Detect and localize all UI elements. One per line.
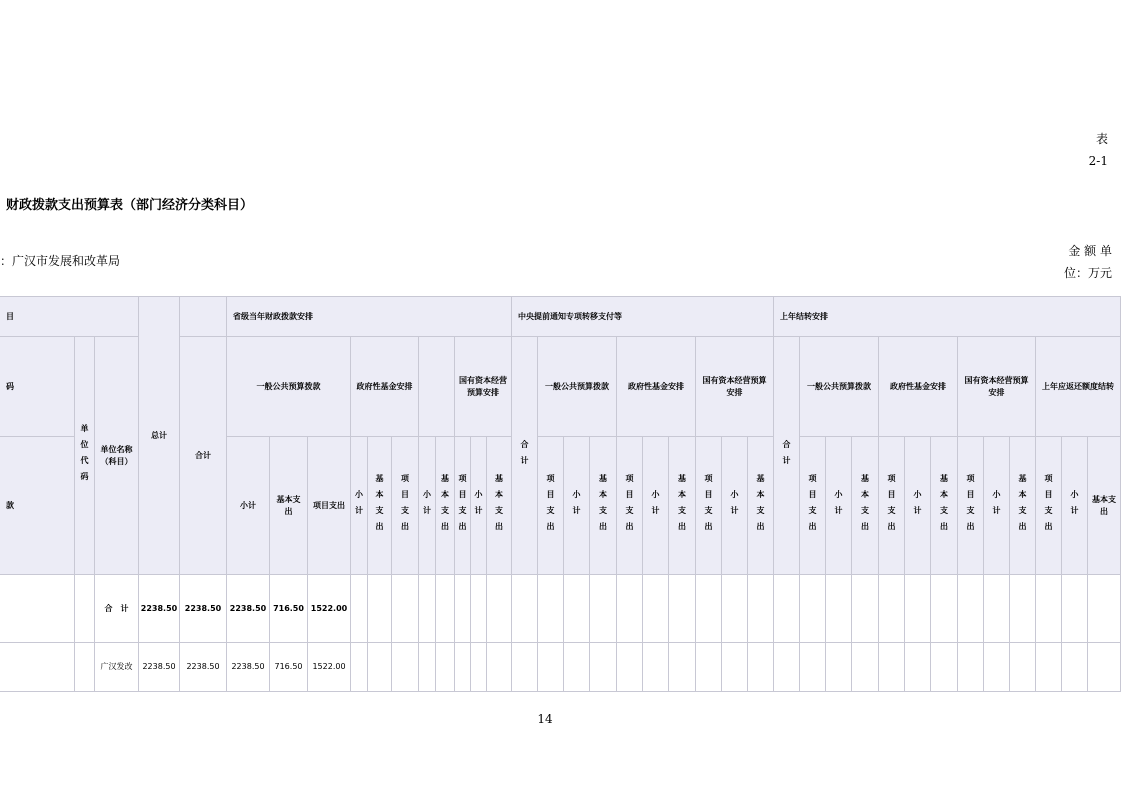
sub-subtotal-header — [905, 437, 931, 575]
empty-cell — [984, 575, 1010, 643]
row2-unit-code — [75, 643, 95, 692]
sub-subtotal-header — [471, 437, 487, 575]
g3-state-capital: 国有资本经营预算安排 — [958, 337, 1036, 437]
empty-cell — [905, 575, 931, 643]
money-unit-line1: 金 额 单 — [1068, 244, 1112, 258]
empty-cell — [419, 643, 436, 692]
empty-cell — [471, 643, 487, 692]
empty-cell — [669, 575, 696, 643]
empty-cell — [774, 643, 800, 692]
g2-general-budget: 一般公共预算拨款 — [538, 337, 617, 437]
empty-cell — [392, 643, 419, 692]
group-central-header: 中央提前通知专项转移支付等 — [512, 297, 774, 337]
sub-basic-text: 基本支出 — [1018, 473, 1027, 538]
empty-cell — [643, 575, 669, 643]
empty-cell — [1062, 643, 1088, 692]
g2-gov-fund: 政府性基金安排 — [617, 337, 696, 437]
sub-subtotal-text: 小计 — [474, 489, 483, 522]
sub-basic-text: 基本支出 — [756, 473, 765, 538]
row2-sum: 2238.50 — [180, 643, 227, 692]
empty-cell — [643, 643, 669, 692]
sub-basic-header — [1010, 437, 1036, 575]
unit-name-header: 单位名称（科目） — [95, 337, 139, 575]
empty-cell — [748, 643, 774, 692]
row2-total: 2238.50 — [139, 643, 180, 692]
row2-project: 1522.00 — [308, 643, 351, 692]
sub-project-header — [538, 437, 564, 575]
money-unit — [1062, 240, 1112, 284]
g2-sum — [512, 337, 538, 575]
table-number-line2: 2-1 — [1088, 154, 1108, 168]
empty-cell — [722, 575, 748, 643]
row1-basic: 716.50 — [270, 575, 308, 643]
row1-sum: 2238.50 — [180, 575, 227, 643]
sub-subtotal-text: 小计 — [913, 489, 922, 522]
row1-project: 1522.00 — [308, 575, 351, 643]
row2-subtotal: 2238.50 — [227, 643, 270, 692]
empty-cell — [984, 643, 1010, 692]
empty-cell — [512, 575, 538, 643]
total-header: 总计 — [139, 297, 180, 575]
empty-cell — [590, 575, 617, 643]
sub-subtotal-text: 小计 — [422, 489, 432, 522]
budget-table — [0, 296, 1121, 692]
empty-cell — [800, 575, 826, 643]
sub-basic-header — [852, 437, 879, 575]
empty-cell — [368, 643, 392, 692]
sub-project-text: 项目支出 — [704, 473, 713, 538]
sub-basic-text: 基本支出 — [1092, 494, 1116, 516]
sub-basic-header — [748, 437, 774, 575]
empty-cell — [1062, 575, 1088, 643]
g1-subtotal: 小计 — [227, 437, 270, 575]
item-header: 款 — [0, 437, 75, 575]
empty-cell — [455, 643, 471, 692]
empty-cell — [931, 643, 958, 692]
sub-basic-header — [368, 437, 392, 575]
sub-basic-text: 基本支出 — [375, 473, 384, 538]
empty-cell — [392, 575, 419, 643]
g1-basic: 基本支出 — [270, 437, 308, 575]
sub-basic-text: 基本支出 — [860, 473, 870, 538]
sub-subtotal-header — [643, 437, 669, 575]
empty-cell — [800, 643, 826, 692]
g3-gov-fund: 政府性基金安排 — [879, 337, 958, 437]
sub-subtotal-header — [984, 437, 1010, 575]
sub-project-text: 项目支出 — [546, 473, 555, 538]
sub-basic-text: 基本支出 — [440, 473, 450, 538]
empty-cell — [1036, 575, 1062, 643]
sub-project-text: 项目支出 — [966, 473, 975, 538]
empty-cell — [1010, 643, 1036, 692]
row1-subtotal: 2238.50 — [227, 575, 270, 643]
empty-cell — [879, 643, 905, 692]
row2-code — [0, 643, 75, 692]
sub-project-text: 项目支出 — [808, 473, 817, 538]
sub-project-text: 项目支出 — [458, 473, 467, 538]
department-unit: ：广汉市发展和改革局 — [0, 254, 121, 268]
sub-subtotal-text: 小计 — [834, 489, 843, 522]
empty-cell — [564, 643, 590, 692]
g3-sum — [774, 337, 800, 575]
empty-cell — [538, 575, 564, 643]
g3-general-budget: 一般公共预算拨款 — [800, 337, 879, 437]
row2-basic: 716.50 — [270, 643, 308, 692]
empty-cell — [617, 575, 643, 643]
unit-code-header — [75, 337, 95, 575]
empty-cell — [669, 643, 696, 692]
sub-subtotal-header — [419, 437, 436, 575]
sub-basic-header — [1088, 437, 1121, 575]
row1-code — [0, 575, 75, 643]
row2-name: 广汉发改 — [95, 643, 139, 692]
empty-cell — [905, 643, 931, 692]
empty-cell — [826, 575, 852, 643]
g3-last-year-return: 上年应返还额度结转 — [1036, 337, 1121, 437]
group-provincial-header: 省级当年财政拨款安排 — [227, 297, 512, 337]
empty-cell — [1010, 575, 1036, 643]
sub-project-text: 项目支出 — [887, 473, 896, 538]
sub-basic-text: 基本支出 — [598, 473, 608, 538]
sub-basic-text: 基本支出 — [939, 473, 949, 538]
empty-cell — [748, 575, 774, 643]
sub-basic-text: 基本支出 — [677, 473, 687, 538]
empty-cell — [436, 643, 455, 692]
sub-subtotal-header — [1062, 437, 1088, 575]
empty-cell — [455, 575, 471, 643]
sub-basic-header — [487, 437, 512, 575]
empty-cell — [538, 643, 564, 692]
page-number: 14 — [537, 712, 553, 726]
sub-subtotal-text: 小计 — [730, 489, 739, 522]
empty-cell — [1088, 643, 1121, 692]
sub-subtotal-header — [351, 437, 368, 575]
sub-project-header — [455, 437, 471, 575]
sub-basic-text: 基本支出 — [494, 473, 504, 538]
sub-subtotal-header — [722, 437, 748, 575]
empty-cell — [487, 643, 512, 692]
sub-subtotal-text: 小计 — [992, 489, 1001, 522]
g1-blank — [419, 337, 455, 437]
g2-sum-text: 合计 — [520, 439, 529, 472]
sub-project-text: 项目支出 — [1044, 473, 1053, 538]
empty-cell — [931, 575, 958, 643]
page-title: 财政拨款支出预算表（部门经济分类科目） — [6, 198, 254, 213]
empty-cell — [368, 575, 392, 643]
sub-subtotal-text: 小计 — [651, 489, 660, 522]
sub-project-text: 项目支出 — [625, 473, 634, 538]
sub-project-header — [392, 437, 419, 575]
row1-unit-code — [75, 575, 95, 643]
g1-general-budget: 一般公共预算拨款 — [227, 337, 351, 437]
table-number — [1078, 128, 1108, 172]
empty-cell — [774, 575, 800, 643]
row1-total: 2238.50 — [139, 575, 180, 643]
sub-project-text: 项目支出 — [400, 473, 410, 538]
sub-project-header — [1036, 437, 1062, 575]
empty-cell — [958, 643, 984, 692]
empty-cell — [826, 643, 852, 692]
row1-name: 合 计 — [95, 575, 139, 643]
sub-subtotal-text: 小计 — [1070, 489, 1079, 522]
group-carryover-header: 上年结转安排 — [774, 297, 1121, 337]
empty-cell — [879, 575, 905, 643]
g1-state-capital: 国有资本经营预算安排 — [455, 337, 512, 437]
sub-project-header — [617, 437, 643, 575]
empty-cell — [1088, 575, 1121, 643]
empty-cell — [696, 575, 722, 643]
sub-project-header — [696, 437, 722, 575]
g1-project: 项目支出 — [308, 437, 351, 575]
sub-subtotal-text: 小计 — [572, 489, 581, 522]
sub-subtotal-text: 小计 — [354, 489, 364, 522]
sub-project-header — [879, 437, 905, 575]
empty-cell — [351, 575, 368, 643]
subject-header: 目 — [0, 297, 139, 337]
empty-cell — [512, 643, 538, 692]
sub-basic-header — [669, 437, 696, 575]
sub-basic-header — [590, 437, 617, 575]
unit-code-header-text: 单位代码 — [80, 423, 89, 488]
money-unit-line2: 位：万元 — [1063, 266, 1112, 280]
empty-cell — [1036, 643, 1062, 692]
sub-basic-header — [931, 437, 958, 575]
empty-cell — [436, 575, 455, 643]
empty-cell — [958, 575, 984, 643]
empty-cell — [471, 575, 487, 643]
empty-cell — [852, 575, 879, 643]
g3-sum-text: 合计 — [782, 439, 791, 472]
g2-state-capital: 国有资本经营预算安排 — [696, 337, 774, 437]
empty-cell — [852, 643, 879, 692]
empty-cell — [564, 575, 590, 643]
empty-cell — [696, 643, 722, 692]
empty-cell — [617, 643, 643, 692]
blank-header — [180, 297, 227, 337]
empty-cell — [487, 575, 512, 643]
sub-subtotal-header — [564, 437, 590, 575]
table-number-line1: 表 — [1095, 132, 1108, 146]
sub-project-header — [800, 437, 826, 575]
g1-gov-fund: 政府性基金安排 — [351, 337, 419, 437]
empty-cell — [351, 643, 368, 692]
code-header: 码 — [0, 337, 75, 437]
sub-project-header — [958, 437, 984, 575]
sub-subtotal-header — [826, 437, 852, 575]
sum-header: 合计 — [180, 337, 227, 575]
empty-cell — [419, 575, 436, 643]
sub-basic-header — [436, 437, 455, 575]
empty-cell — [590, 643, 617, 692]
empty-cell — [722, 643, 748, 692]
